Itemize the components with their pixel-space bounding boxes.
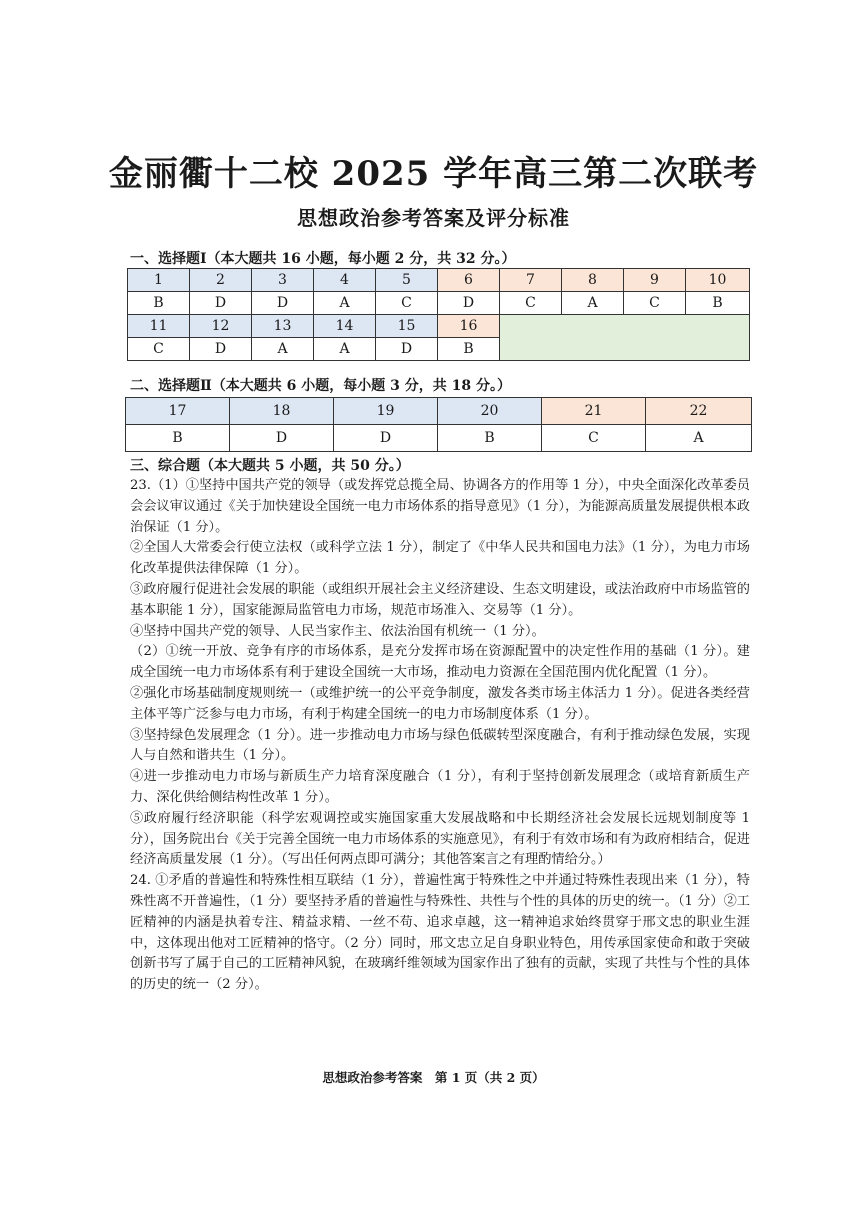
question-number: 7: [500, 269, 562, 292]
answer-paragraph: ③政府履行促进社会发展的职能（或组织开展社会主义经济建设、生态文明建设，或法治政府中市场监管的基本职能 1 分），国家能源局监管电力市场，规范市场准入、交易等（1 分）。: [130, 581, 750, 618]
question-number: 9: [624, 269, 686, 292]
answer-cell: D: [334, 425, 438, 452]
answer-cell: D: [376, 338, 438, 361]
answer-cell: D: [190, 338, 252, 361]
answer-cell: D: [438, 292, 500, 315]
answer-paragraph: 23.（1）①坚持中国共产党的领导（或发挥党总揽全局、协调各方的作用等 1 分），中央全面深化改革委员会会议审议通过《关于加快建设全国统一电力市场体系的指导意见》（1 分），为能源高质量发展提供根本政治保证（1 分）。: [130, 478, 750, 535]
answer-cell: D: [230, 425, 334, 452]
answer-cell: A: [314, 338, 376, 361]
answer-paragraph: ④坚持中国共产党的领导、人民当家作主、依法治国有机统一（1 分）。: [130, 623, 545, 639]
question-number: 2: [190, 269, 252, 292]
answer-paragraph: ②全国人大常委会行使立法权（或科学立法 1 分），制定了《中华人民共和国电力法》（1 分），为电力市场化改革提供法律保障（1 分）。: [130, 540, 750, 577]
answer-cell: B: [686, 292, 750, 315]
question-number: 22: [646, 398, 752, 425]
answer-cell: D: [190, 292, 252, 315]
answer-cell: C: [500, 292, 562, 315]
answer-cell: D: [252, 292, 314, 315]
answer-cell: C: [624, 292, 686, 315]
question-number: 14: [314, 315, 376, 338]
answer-cell: C: [128, 338, 190, 361]
answer-cell: C: [376, 292, 438, 315]
question-number: 4: [314, 269, 376, 292]
answer-cell: B: [128, 292, 190, 315]
question-number: 10: [686, 269, 750, 292]
question-number: 21: [542, 398, 646, 425]
answer-cell: A: [252, 338, 314, 361]
section3-heading: 三、综合题（本大题共 5 小题，共 50 分。）: [130, 458, 410, 474]
page-subtitle: 思想政治参考答案及评分标准: [297, 206, 570, 230]
answer-cell: A: [562, 292, 624, 315]
section2-answer-table: [125, 397, 752, 452]
question-number: 19: [334, 398, 438, 425]
empty-filler-cell: [500, 315, 750, 361]
answer-paragraph: ②强化市场基础制度规则统一（或维护统一的公平竞争制度，激发各类市场主体活力 1 分）。促进各类经营主体平等广泛参与电力市场，有利于构建全国统一的电力市场制度体系（1 分）。: [130, 685, 750, 722]
question-number: 20: [438, 398, 542, 425]
question-number: 16: [438, 315, 500, 338]
answer-paragraph: ⑤政府履行经济职能（科学宏观调控或实施国家重大发展战略和中长期经济社会发展长远规划制度等 1 分），国务院出台《关于完善全国统一电力市场体系的实施意见》，有利于有效市场和有为政府相结合，促进经济高质量发展（1 分）。（写出任何两点即可满分；其他答案言之有理酌情给分。）: [130, 810, 750, 868]
question-number: 12: [190, 315, 252, 338]
answer-paragraph: （2）①统一开放、竞争有序的市场体系，是充分发挥市场在资源配置中的决定性作用的基础（1 分）。建成全国统一电力市场体系有利于建设全国统一大市场，推动电力资源在全国范围内优化配置（1 分）。: [130, 644, 750, 681]
question-number: 5: [376, 269, 438, 292]
section1-answer-table: [127, 268, 750, 361]
question-number: 18: [230, 398, 334, 425]
section1-row2-numbers: [128, 315, 750, 338]
page-title: 金丽衢十二校 2025 学年高三第二次联考: [108, 154, 759, 194]
question-number: 8: [562, 269, 624, 292]
question-number: 15: [376, 315, 438, 338]
page-footer: 思想政治参考答案 第 1 页（共 2 页）: [322, 1070, 545, 1085]
section1-row1-numbers: [128, 269, 750, 292]
question-number: 11: [128, 315, 190, 338]
answer-cell: B: [126, 425, 230, 452]
question-number: 13: [252, 315, 314, 338]
answer-cell: C: [542, 425, 646, 452]
question-number: 17: [126, 398, 230, 425]
section1-heading: 一、选择题Ⅰ（本大题共 16 小题，每小题 2 分，共 32 分。）: [130, 251, 516, 267]
section1-row1-answers: [128, 292, 750, 315]
question-number: 1: [128, 269, 190, 292]
answer-paragraph: ③坚持绿色发展理念（1 分）。进一步推动电力市场与绿色低碳转型深度融合，有利于推动绿色发展，实现人与自然和谐共生（1 分）。: [130, 727, 750, 764]
answer-cell: A: [314, 292, 376, 315]
answer-paragraph: 24. ①矛盾的普遍性和特殊性相互联结（1 分），普遍性寓于特殊性之中并通过特殊性表现出来（1 分），特殊性离不开普遍性，（1 分）要坚持矛盾的普遍性与特殊性、共性与个性的具体的历史的统一。（1 分）②工匠精神的内涵是执着专注、精益求精、一丝不苟、追求卓越，这一精神追求始终贯穿于邢文忠的职业生涯中，这体现出他对工匠精神的恪守。（2 分）同时，邢文忠立足自身职业特色，用传承国家使命和敢于突破创新书写了属于自己的工匠精神风貌，在玻璃纤维领域为国家作出了独有的贡献，实现了共性与个性的具体的历史的统一（2 分）。: [130, 873, 750, 993]
question-number: 6: [438, 269, 500, 292]
answer-cell: B: [438, 338, 500, 361]
answer-paragraph: ④进一步推动电力市场与新质生产力培育深度融合（1 分），有利于坚持创新发展理念（或培育新质生产力、深化供给侧结构性改革 1 分）。: [130, 769, 750, 805]
section2-answers: [126, 425, 752, 452]
answer-cell: B: [438, 425, 542, 452]
section2-numbers: [126, 398, 752, 425]
section3-answers: [130, 476, 750, 996]
section2-heading: 二、选择题Ⅱ（本大题共 6 小题，每小题 3 分，共 18 分。）: [130, 378, 512, 394]
question-number: 3: [252, 269, 314, 292]
answer-cell: A: [646, 425, 752, 452]
